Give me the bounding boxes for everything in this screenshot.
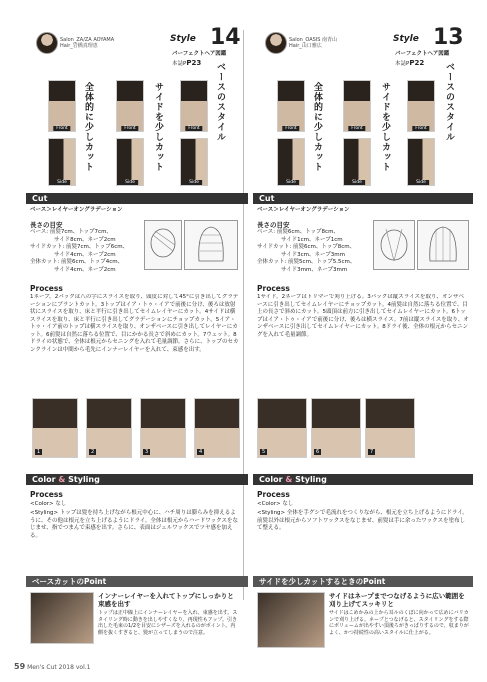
front-label: Front [121, 126, 138, 131]
magazine-page-ref [172, 59, 201, 67]
length-line: サイド8cm、ネープ2cm [54, 236, 116, 243]
length-title: 長さの目安 [30, 221, 63, 229]
page-ref-number: P23 [186, 59, 202, 67]
cut-diagram-2 [417, 220, 469, 270]
length-line: サイド4cm、ネープ2cm [54, 266, 116, 273]
side-label: Side [349, 180, 365, 185]
vertical-label-side: サイドを少しカット [153, 82, 163, 172]
vertical-label-base: ベースのスタイル [444, 62, 454, 142]
styling-word: Styling [68, 475, 100, 484]
point-header: ベースカットのPoint [26, 576, 248, 587]
step-photo [86, 398, 132, 458]
salon-name: Salon_OASIS 南青山 [289, 37, 338, 43]
cut-diagram-1 [144, 220, 182, 270]
side-photo-1 [48, 138, 76, 186]
side-photo-2 [116, 138, 144, 186]
length-title: 長さの目安 [257, 221, 290, 229]
step-number: 1 [37, 449, 41, 455]
front-photo-3 [180, 80, 208, 132]
length-line: 全体カット: 前髪5cm、トップ5.5cm、 [257, 259, 356, 265]
style-number: 13 [433, 25, 464, 50]
ampersand: & [58, 475, 66, 484]
color-line: <Color> なし [257, 501, 294, 507]
front-label: Front [412, 126, 429, 131]
front-label: Front [185, 126, 202, 131]
length-line: ベース: 前髪6cm、トップ8cm、 [257, 229, 339, 235]
length-line: サイド3mm、ネープ3mm [281, 266, 348, 273]
length-list [30, 229, 142, 274]
style-number: 14 [210, 25, 241, 50]
color-styling-header [26, 474, 248, 485]
perfect-hair-label: パーフェクトヘア図鑑 [395, 51, 450, 57]
length-list [257, 229, 369, 274]
perfect-hair-label: パーフェクトヘア図鑑 [172, 51, 227, 57]
front-label: Front [348, 126, 365, 131]
page-ref-label: 本誌P [172, 61, 187, 67]
point-text: サイドはこめかみの上から耳ルのくぼに向かって広めにバリカンで刈り上げる。ネープとつなげると、スタイリングをする際にボリュームが出やすい頂後ろがきっぱりするので、収まりがよく、かつ持続性の高いスタイルに仕上がる。 [329, 610, 469, 636]
side-label: Side [122, 180, 138, 185]
side-label: Side [413, 180, 429, 185]
base-line: ベース＞レイヤーオングラデーション [257, 207, 350, 213]
step-photo [194, 398, 240, 458]
process-title: Process [257, 284, 290, 293]
salon-info [289, 37, 337, 49]
color-styling-header [253, 474, 473, 485]
point-title: サイドはネープまでつなげるように広い範囲を刈り上げてスッキリと [329, 592, 465, 608]
point-header: サイドを少しカットするときのPoint [253, 576, 473, 587]
length-line: サイド1cm、ネープ1cm [281, 236, 343, 243]
side-label: Side [283, 180, 299, 185]
vertical-label-overall: 全体的に少しカット [83, 82, 93, 172]
page-ref-label: 本誌P [395, 61, 410, 67]
length-line: 全体カット: 前髪6cm、トップ4cm、 [30, 259, 124, 265]
step-number: 2 [91, 449, 95, 455]
page-number: 59 [14, 662, 26, 671]
point-photo [257, 592, 325, 648]
step-photo [257, 398, 307, 458]
front-label: Front [282, 126, 299, 131]
side-label: Side [186, 180, 202, 185]
style-13-column [247, 0, 479, 682]
point-title: インナーレイヤーを入れてトップにしっかりと束感を出す [98, 592, 234, 608]
point-photo [30, 592, 94, 644]
step-photo [311, 398, 361, 458]
length-line: サイドカット: 前髪6cm、トップ8cm、 [257, 244, 356, 250]
front-label: Front [53, 126, 70, 131]
color-line: <Color> なし [30, 501, 67, 507]
vertical-label-side: サイドを少しカット [380, 82, 390, 172]
style-14-column [12, 0, 244, 682]
step-number: 3 [145, 449, 149, 455]
side-label: Side [54, 180, 70, 185]
front-photo-3 [407, 80, 435, 132]
hair-stylist: Hair_岩橋真理恵 [60, 43, 98, 49]
step-number: 6 [316, 449, 320, 455]
step-number: 5 [262, 449, 266, 455]
stylist-avatar [265, 32, 287, 54]
process-text: 1ネープ。2バックは八の字にスライスを取り、頭皮に対して45°に引き出してグラデーションにブラントカット。3トップはイア・トゥ・イアで前後に分け、後ろは放射状にスライスを取り、床と平行に引き出してセイムレイヤーにカット。4サイドは横スライスを取り、床と平行に引き出してグラデーションにチョップカット。5イア・トゥ・イア前のトップは横スライスを取り、オンザベースに引き出してレイヤーにカット。6前髪は自然に落ちる位置で、目にかかる長さで斜めにカット。7ウェット。8ドライの状態で、全体は根元からセニングを入れて毛量調節。さらに、トップのセカンクラインは中間から毛先にインナーレイヤーを入れて、束感を出す。 [30, 294, 239, 353]
color-word: Color [32, 475, 56, 484]
length-line: ベース: 前髪7cm、トップ7cm、 [30, 229, 112, 235]
front-photo-1 [48, 80, 76, 132]
side-photo-3 [180, 138, 208, 186]
front-photo-2 [343, 80, 371, 132]
hair-stylist: Hair_山口雅広 [289, 43, 322, 49]
cut-diagram-2 [184, 220, 238, 270]
styling-word: Styling [295, 475, 327, 484]
vertical-label-base: ベースのスタイル [215, 62, 225, 142]
cs-process-title: Process [257, 490, 290, 499]
point-text: トップは正中線上にインナーレイヤーを入れ、束感を出す。スタイリング時に動きを出しやすくなり、再現性もアップ。引き出した毛束の1/2を目安にシザーズを入れるのがポイント。内側を抜くすぎると、髪が立ってしまうので注意。 [98, 610, 238, 636]
step-photo [32, 398, 78, 458]
length-line: サイドカット: 前髪7cm、トップ6cm、 [30, 244, 129, 250]
step-photo [365, 398, 415, 458]
process-text: 1サイド。2ネープはトリマーで刈り上げる。3バックは縦スライスを取り、オンザベースに引き出してセイムレイヤーにチョップカット。4前髪は自然に落ちる位置で、目上の長さで斜めにカット。5頭頂は前方に引き出してセイムレイヤーにカット。6トップはイア・トゥ・イアで前後に分け、後ろは横スライス。7前は縦スライスを取り、オンザベースに引き出してセイムレイヤーにカット。8ドライ後、全体の根元からセニングを入れて毛量調節。 [257, 294, 469, 338]
front-photo-1 [277, 80, 305, 132]
salon-info [60, 37, 114, 49]
page-ref-number: P22 [409, 59, 425, 67]
cut-header: Cut [253, 193, 473, 204]
style-word: Style [393, 34, 419, 44]
cut-diagram-1 [373, 220, 415, 270]
length-line: サイド4cm、ネープ2cm [54, 251, 116, 258]
styling-text: <Styling> 全体を手グシで毛流れをつくりながら、根元を立ち上げるようにドライ。前髪以外は根元からソフトワックスをなじませ、前髪は手に余ったワックスを塗布して整える。 [257, 510, 468, 531]
cs-process-title: Process [30, 490, 63, 499]
step-number: 7 [370, 449, 374, 455]
ampersand: & [285, 475, 293, 484]
length-line: サイド3cm、ネープ3mm [281, 251, 345, 258]
cut-header: Cut [26, 193, 248, 204]
front-photo-2 [116, 80, 144, 132]
styling-text: <Styling> トップは髪を持ち上げながら根元中心に、ハチ周りは膨らみを抑えるように、その他は根元を立ち上げるようにドライ。全体は根元からハードワックスをなじませ、指でつまんで束感を出す。さらに、表面はジェルワックスでツヤ感を加える。 [30, 510, 239, 539]
magazine-page-ref [395, 59, 424, 67]
magazine-name: Men's Cut 2018 vol.1 [27, 664, 91, 671]
process-title: Process [30, 284, 63, 293]
style-word: Style [170, 34, 196, 44]
side-photo-1 [277, 138, 305, 186]
base-line: ベース＞レイヤーオングラデーション [30, 207, 123, 213]
salon-name: Salon_ZA/ZA AOYAMA [60, 37, 115, 43]
side-photo-2 [343, 138, 371, 186]
page-footer [14, 662, 90, 671]
stylist-avatar [36, 32, 58, 54]
vertical-label-overall: 全体的に少しカット [312, 82, 322, 172]
step-number: 4 [199, 449, 203, 455]
side-photo-3 [407, 138, 435, 186]
step-photo [140, 398, 186, 458]
color-word: Color [259, 475, 283, 484]
